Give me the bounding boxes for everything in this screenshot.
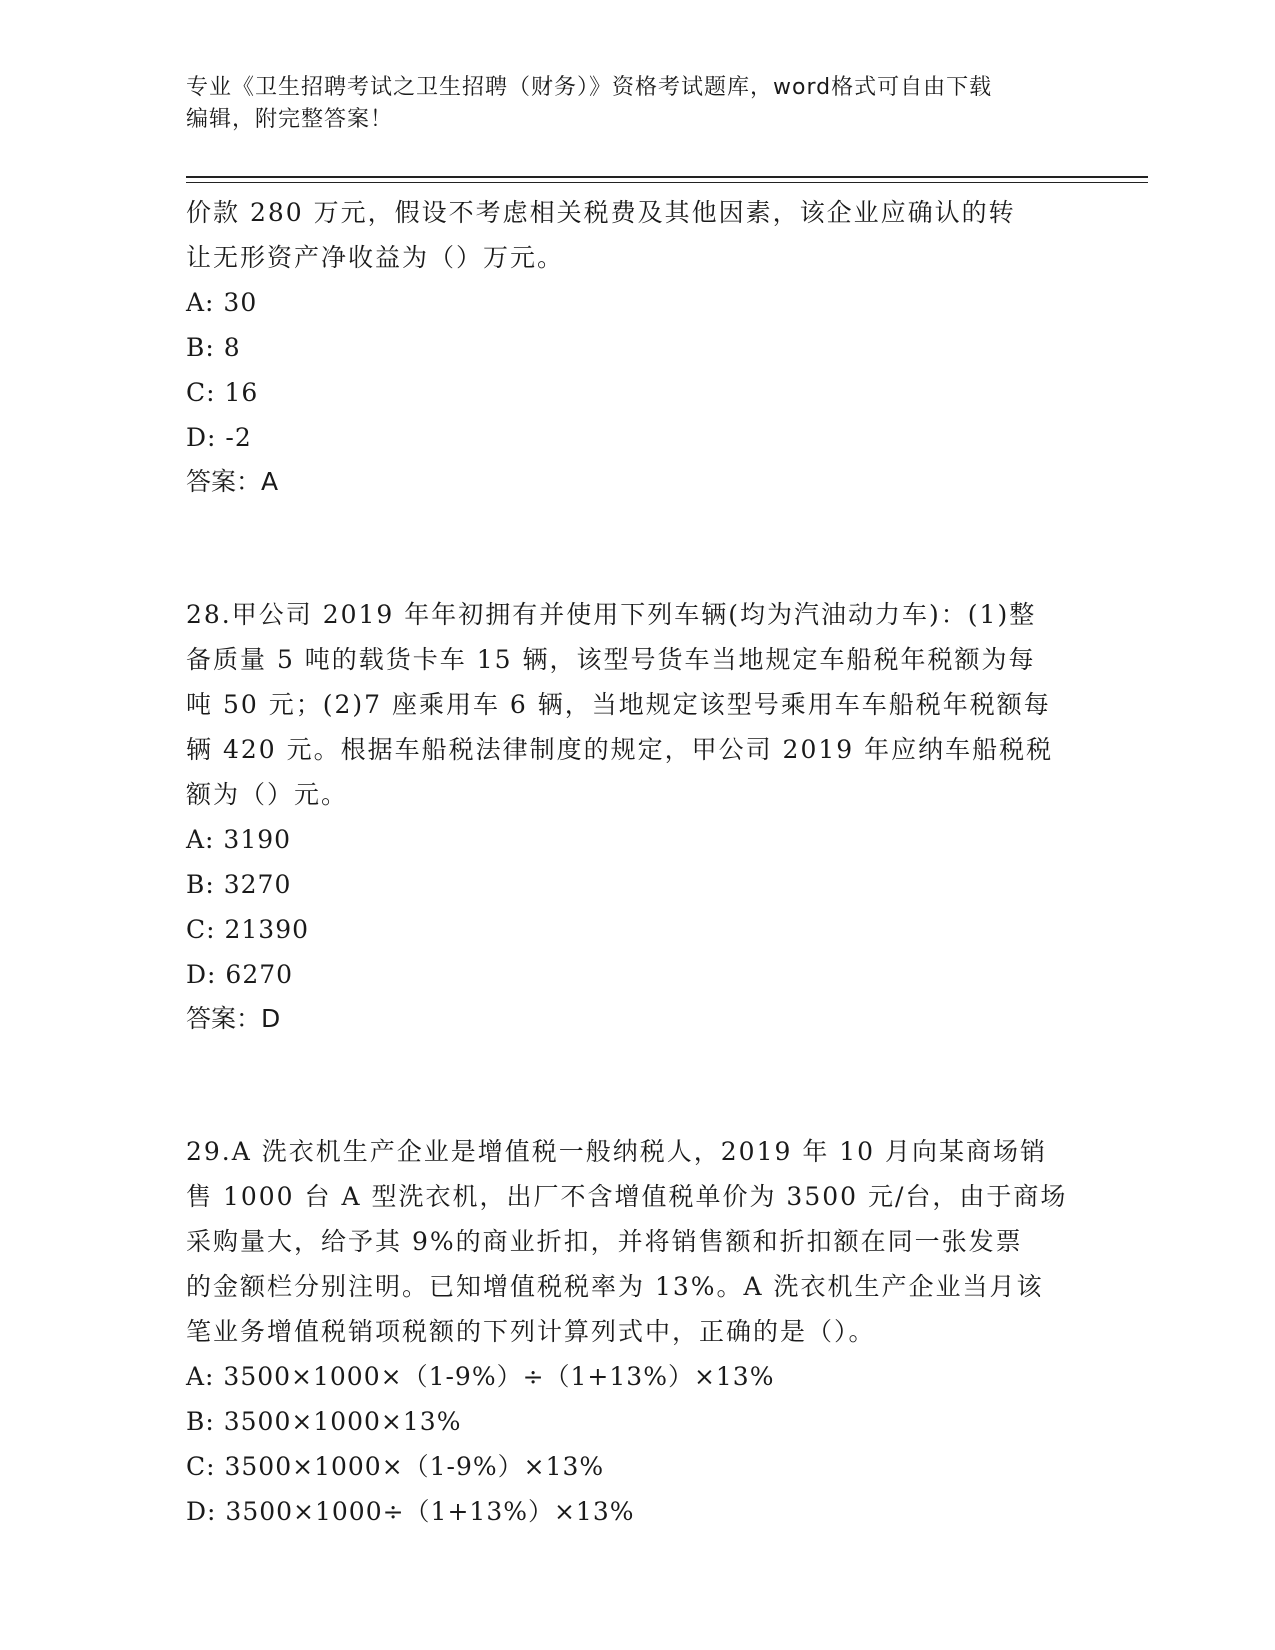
option-b: B: 3270 [186, 870, 292, 899]
header-rule-thin [186, 182, 1148, 183]
spacer [186, 1041, 1086, 1129]
option-b: B: 8 [186, 333, 241, 362]
header-line-2: 编辑，附完整答案！ [186, 107, 394, 132]
question-28-text [186, 592, 1086, 817]
answer: 答案：D [186, 1004, 281, 1033]
option-c: C: 21390 [186, 915, 310, 944]
question-line: 辆 420 元。根据车船税法律制度的规定，甲公司 2019 年应纳车船税税 [186, 735, 1054, 764]
question-line: 售 1000 台 A 型洗衣机，出厂不含增值税单价为 3500 元/台，由于商场 [186, 1182, 1068, 1211]
question-line: 额为（）元。 [186, 780, 349, 809]
question-line: 28.甲公司 2019 年年初拥有并使用下列车辆(均为汽油动力车)：(1)整 [186, 600, 1037, 629]
question-27-text [186, 190, 1086, 280]
header-rule-thick [186, 176, 1148, 178]
option-d: D: -2 [186, 423, 252, 452]
header-line-1: 专业《卫生招聘考试之卫生招聘（财务）》资格考试题库，word格式可自由下载 [186, 75, 993, 100]
question-29-text [186, 1129, 1086, 1354]
option-c: C: 3500×1000×（1-9%）×13% [186, 1452, 605, 1481]
option-a: A: 3500×1000×（1-9%）÷（1+13%）×13% [186, 1362, 775, 1391]
question-line: 采购量大，给予其 9%的商业折扣，并将销售额和折扣额在同一张发票 [186, 1227, 1023, 1256]
option-a: A: 3190 [186, 825, 292, 854]
option-d: D: 3500×1000÷（1+13%）×13% [186, 1497, 635, 1526]
option-a: A: 30 [186, 288, 258, 317]
question-line: 29.A 洗衣机生产企业是增值税一般纳税人，2019 年 10 月向某商场销 [186, 1137, 1048, 1166]
option-b: B: 3500×1000×13% [186, 1407, 462, 1436]
option-d: D: 6270 [186, 960, 294, 989]
question-line: 备质量 5 吨的载货卡车 15 辆，该型号货车当地规定车船税年税额为每 [186, 645, 1036, 674]
question-line: 价款 280 万元，假设不考虑相关税费及其他因素，该企业应确认的转 [186, 198, 1016, 227]
question-line: 笔业务增值税销项税额的下列计算列式中，正确的是（）。 [186, 1317, 876, 1346]
question-27 [186, 190, 1086, 504]
page-header [186, 72, 1066, 136]
question-28 [186, 592, 1086, 1041]
question-line: 吨 50 元；(2)7 座乘用车 6 辆，当地规定该型号乘用车车船税年税额每 [186, 690, 1051, 719]
question-29 [186, 1129, 1086, 1534]
question-line: 让无形资产净收益为（）万元。 [186, 243, 565, 272]
answer: 答案：A [186, 467, 279, 496]
document-body [186, 190, 1086, 1534]
question-line: 的金额栏分别注明。已知增值税税率为 13%。A 洗衣机生产企业当月该 [186, 1272, 1044, 1301]
spacer [186, 504, 1086, 592]
option-c: C: 16 [186, 378, 259, 407]
